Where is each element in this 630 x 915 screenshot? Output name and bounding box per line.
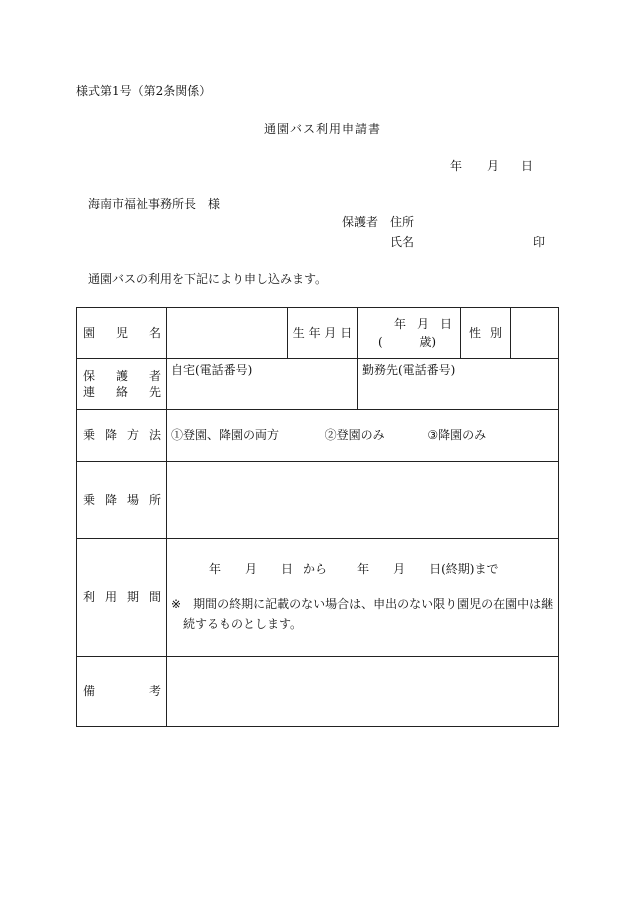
boarding-method-label: 乗 降 方 法 (77, 410, 167, 462)
birthdate-field[interactable]: 年 月 日 ( 歳) (358, 308, 461, 359)
row-usage-period (77, 539, 559, 657)
child-name-field[interactable] (167, 308, 288, 359)
work-phone-label: 勤務先(電話番号) (362, 363, 456, 377)
work-phone-field[interactable] (358, 359, 559, 410)
guardian-label: 保護者 (342, 215, 379, 229)
document-title: 通園バス利用申請書 (264, 122, 382, 136)
method-option-both[interactable]: ①登園、降園の両方 (171, 428, 280, 443)
addressee: 海南市福祉事務所長 様 (88, 197, 221, 211)
row-child (77, 308, 559, 359)
intro-text: 通園バスの利用を下記により申し込みます。 (88, 272, 328, 286)
name-label: 氏名 (390, 235, 415, 249)
note-line-2: 続するものとします。 (183, 616, 303, 631)
row-boarding-method (77, 410, 559, 462)
home-phone-label: 自宅(電話番号) (171, 363, 253, 377)
method-option-afternoon[interactable]: ③降園のみ (427, 428, 487, 443)
guardian-contact-label: 保 護 者 連 絡 先 (77, 359, 167, 410)
child-name-label: 園 児 名 (77, 308, 167, 359)
birthdate-label: 生 年 月 日 (288, 308, 358, 359)
boarding-method-field (167, 410, 559, 462)
method-option-morning[interactable]: ②登園のみ (324, 428, 385, 443)
row-boarding-place (77, 462, 559, 539)
gender-label: 性 別 (461, 308, 511, 359)
row-remarks (77, 657, 559, 727)
boarding-place-field[interactable] (167, 462, 559, 539)
boarding-place-label: 乗 降 場 所 (77, 462, 167, 539)
note-mark: ※ (171, 597, 182, 612)
form-number: 様式第1号（第2条関係） (76, 84, 212, 98)
gender-field[interactable] (511, 308, 559, 359)
application-table (76, 307, 559, 727)
address-label: 住所 (390, 215, 415, 229)
remarks-field[interactable] (167, 657, 559, 727)
usage-period-field[interactable] (167, 539, 559, 657)
seal-label: 印 (533, 235, 546, 249)
period-note (171, 595, 554, 633)
row-guardian-contact (77, 359, 559, 410)
note-line-1: 期間の終期に記載のない場合は、申出のない限り園児の在園中は継 (193, 597, 554, 612)
period-line: 年 月 日 から 年 月 日(終期)まで (209, 562, 499, 577)
remarks-label: 備 考 (77, 657, 167, 727)
usage-period-label: 利 用 期 間 (77, 539, 167, 657)
home-phone-field[interactable] (167, 359, 358, 410)
